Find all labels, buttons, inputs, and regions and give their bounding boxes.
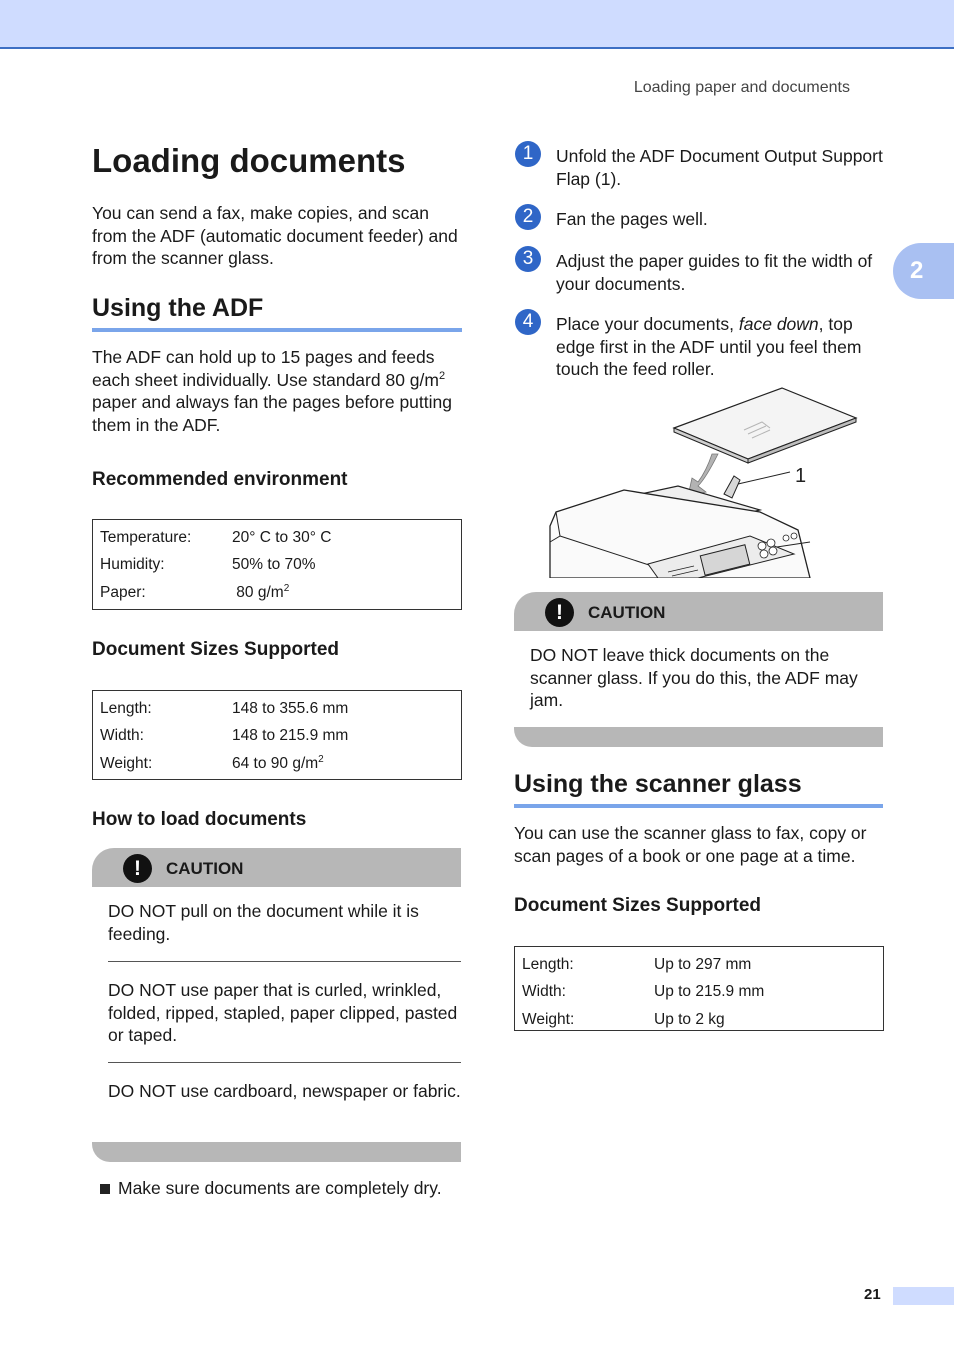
table-row: Humidity: 50% to 70%: [100, 556, 316, 574]
subheading-how-to-load: How to load documents: [92, 809, 307, 830]
step-number-icon: 3: [515, 246, 541, 272]
callout-label: 1: [795, 465, 807, 487]
caution-item: DO NOT use cardboard, newspaper or fabric.: [108, 1081, 461, 1101]
step-number-icon: 4: [515, 309, 541, 335]
running-head: Loading paper and documents: [633, 79, 850, 96]
step-number-icon: 2: [515, 204, 541, 230]
caution-item: DO NOT use paper that is curled, wrinkled, folded, ripped, stapled, paper clipped, pasted or taped.: [108, 980, 458, 1045]
step-text: Fan the pages well.: [556, 209, 708, 229]
caution-label: CAUTION: [588, 603, 666, 622]
environment-table: [92, 519, 462, 610]
caution-banner: [92, 848, 461, 887]
table-row: Width: 148 to 215.9 mm: [100, 727, 349, 745]
page-number-tab: [893, 1287, 954, 1305]
section-heading-scanner-glass: Using the scanner glass: [514, 770, 883, 808]
table-row: Paper: 80 $g/m^2$: [100, 582, 290, 601]
caution-item: DO NOT pull on the document while it is feeding.: [108, 901, 419, 944]
bullet-square-icon: [100, 1184, 110, 1194]
adf-machine-illustration: [548, 386, 862, 578]
adf-paragraph: The ADF can hold up to 15 pages and feeds each sheet individually. Use standard 80 $g/m^2$ paper and always fan the pages before putting them in the ADF.: [92, 347, 452, 435]
section-heading-adf: Using the ADF: [92, 294, 462, 332]
table-row: Length: Up to 297 mm: [522, 955, 752, 973]
divider: [108, 961, 461, 962]
table-row: Weight: Up to 2 kg: [522, 1010, 725, 1028]
scanner-glass-paragraph: You can use the scanner glass to fax, copy or scan pages of a book or one page at a time.: [514, 823, 867, 866]
table-row: Width: Up to 215.9 mm: [522, 983, 765, 1001]
table-row: Weight: 64 to 90 $g/m^2$: [100, 753, 324, 772]
subheading-sizes-glass: Document Sizes Supported: [514, 895, 762, 916]
glass-sizes-table: [514, 946, 884, 1031]
caution-banner: [514, 592, 883, 631]
step-text: Unfold the ADF Document Output Support Flap (1).: [556, 146, 883, 189]
subheading-sizes-adf: Document Sizes Supported: [92, 639, 340, 660]
step-text: Adjust the paper guides to fit the width of your documents.: [556, 251, 873, 294]
divider: [108, 1062, 461, 1063]
step-text: Place your documents, face down, top edge first in the ADF until you feel them touch the feed roller.: [556, 314, 862, 379]
caution-item: DO NOT leave thick documents on the scanner glass. If you do this, the ADF may jam.: [530, 645, 858, 710]
page-number: 21: [864, 1286, 881, 1303]
intro-paragraph: You can send a fax, make copies, and scan from the ADF (automatic document feeder) and from the scanner glass.: [92, 203, 458, 268]
table-row: Length: 148 to 355.6 mm: [100, 699, 349, 717]
adf-sizes-table: [92, 690, 462, 780]
page-title: Loading documents: [92, 142, 406, 179]
caution-label: CAUTION: [166, 859, 244, 878]
bullet-text: Make sure documents are completely dry.: [118, 1178, 442, 1198]
exclamation-icon: !: [123, 854, 152, 883]
header-bar: [0, 0, 954, 49]
step-number-icon: 1: [515, 141, 541, 167]
chapter-tab: 2: [893, 243, 954, 299]
caution-footer-bar: [514, 727, 883, 747]
table-row: Temperature: 20° C to 30° C: [100, 528, 332, 546]
caution-footer-bar: [92, 1142, 461, 1162]
subheading-environment: Recommended environment: [92, 469, 348, 490]
exclamation-icon: !: [545, 598, 574, 627]
